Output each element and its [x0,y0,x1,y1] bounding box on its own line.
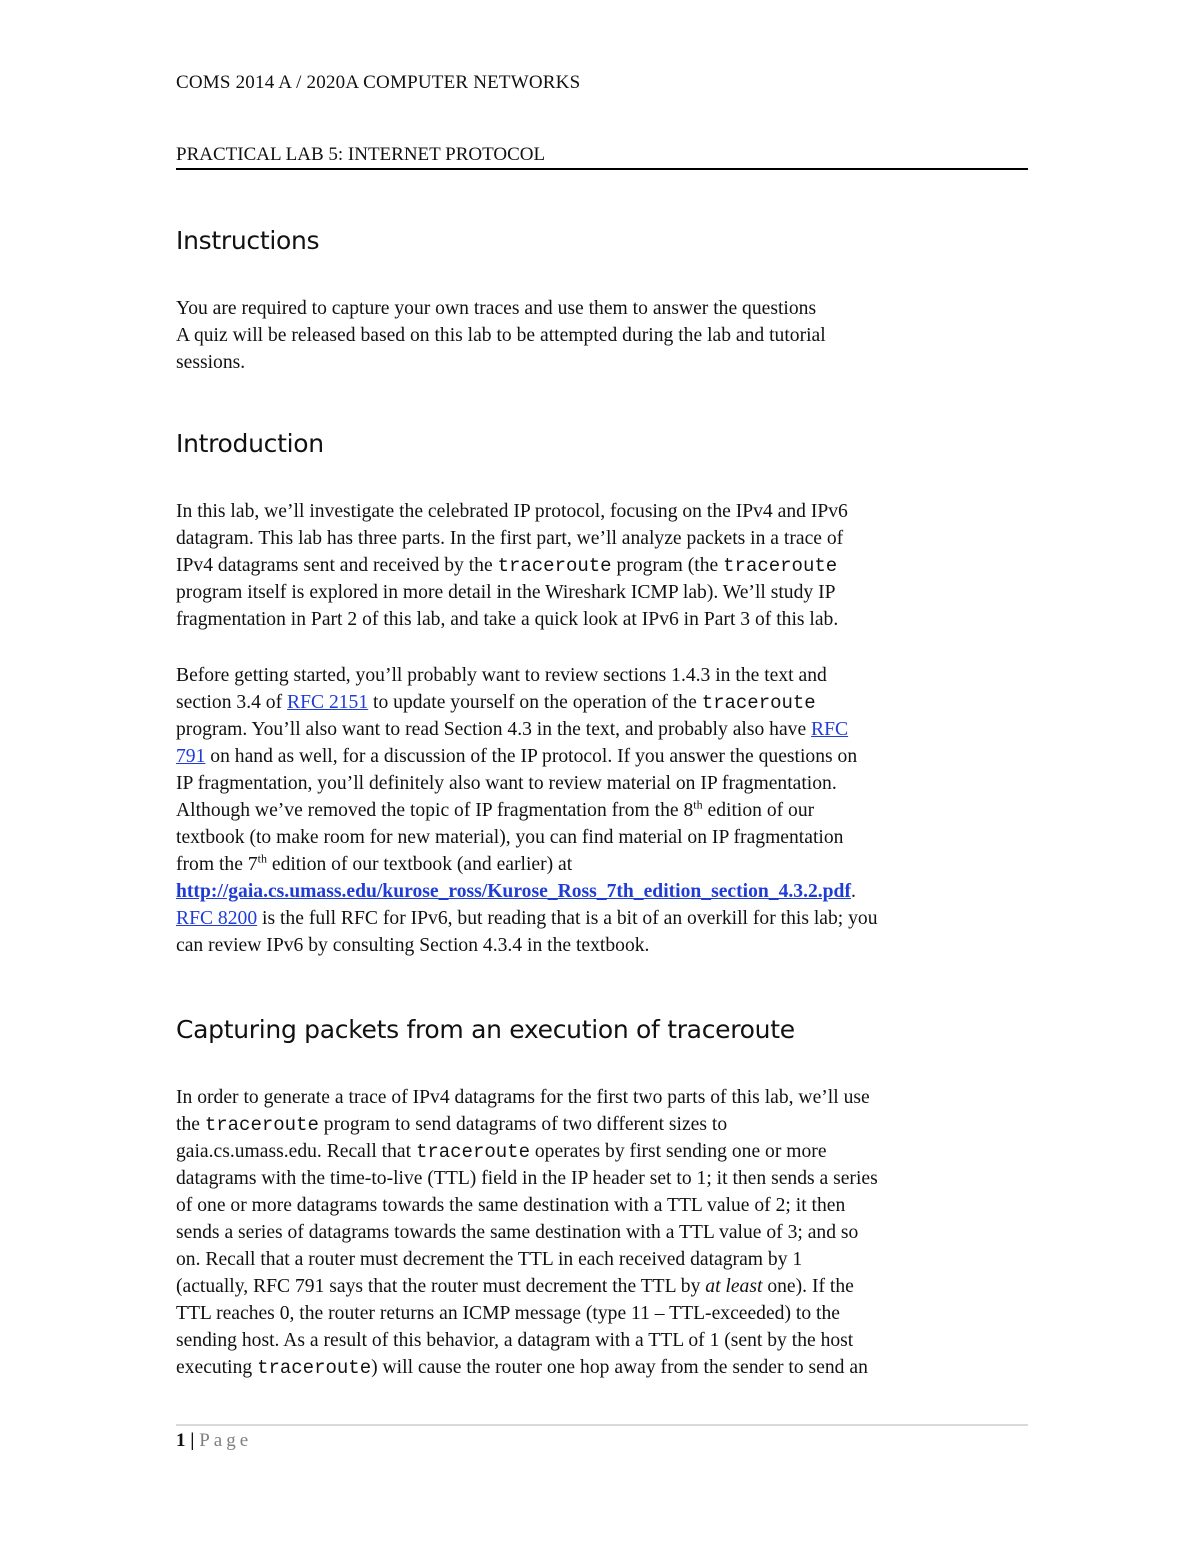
introduction-paragraph-2 [176,662,1036,959]
introduction-paragraph-1 [176,498,1036,633]
text-line: In order to generate a trace of IPv4 datagrams for the first two parts of this lab, we’ll use [176,1087,870,1108]
capturing-heading: Capturing packets from an execution of traceroute [176,1015,795,1044]
text-line: gaia.cs.umass.edu. Recall that traceroute operates by first sending one or more [176,1141,827,1163]
instructions-line: sessions. [176,352,246,373]
rfc-791-link[interactable]: 791 [176,746,206,767]
text-line: datagrams with the time-to-live (TTL) field in the IP header set to 1; it then sends a series [176,1168,878,1189]
code-traceroute: traceroute [723,555,838,577]
capturing-paragraph [176,1084,1036,1381]
course-header: COMS 2014 A / 2020A COMPUTER NETWORKS [176,72,581,93]
lab-title: PRACTICAL LAB 5: INTERNET PROTOCOL [176,144,1028,170]
code-traceroute: traceroute [415,1141,530,1163]
page-number: 1 [176,1430,186,1451]
text-line: sending host. As a result of this behavior, a datagram with a TTL of 1 (sent by the host [176,1330,854,1351]
code-traceroute: traceroute [497,555,612,577]
rfc-8200-link[interactable]: RFC 8200 [176,908,258,929]
text-line: http://gaia.cs.umass.edu/kurose_ross/Kurose_Ross_7th_edition_section_4.3.2.pdf. [176,881,856,902]
page-footer [176,1430,252,1452]
text-line: executing traceroute) will cause the router one hop away from the sender to send an [176,1357,868,1379]
instructions-heading: Instructions [176,226,320,255]
text-line: program itself is explored in more detail in the Wireshark ICMP lab). We’ll study IP [176,582,836,603]
footer-divider [176,1424,1028,1426]
text-line: (actually, RFC 791 says that the router must decrement the TTL by at least one). If the [176,1276,854,1297]
text-line: IP fragmentation, you’ll definitely also want to review material on IP fragmentation. [176,773,837,794]
text-line: 791 on hand as well, for a discussion of the IP protocol. If you answer the questions on [176,746,858,767]
rfc-2151-link[interactable]: RFC 2151 [287,692,369,713]
introduction-heading: Introduction [176,429,324,458]
instructions-paragraph [176,295,1036,376]
text-line: section 3.4 of RFC 2151 to update yourself on the operation of the traceroute [176,692,816,714]
text-line: In this lab, we’ll investigate the celebrated IP protocol, focusing on the IPv4 and IPv6 [176,501,848,522]
text-line: sends a series of datagrams towards the same destination with a TTL value of 3; and so [176,1222,859,1243]
text-line: from the 7th edition of our textbook (and earlier) at [176,851,573,875]
code-traceroute: traceroute [701,692,816,714]
code-traceroute: traceroute [257,1357,372,1379]
text-line: TTL reaches 0, the router returns an ICMP message (type 11 – TTL-exceeded) to the [176,1303,840,1324]
text-line: Before getting started, you’ll probably want to review sections 1.4.3 in the text and [176,665,827,686]
text-line: textbook (to make room for new material), you can find material on IP fragmentation [176,827,844,848]
rfc-791-link[interactable]: RFC [811,719,849,740]
text-line: the traceroute program to send datagrams of two different sizes to [176,1114,728,1136]
text-line: can review IPv6 by consulting Section 4.3.4 in the textbook. [176,935,650,956]
instructions-line: A quiz will be released based on this lab to be attempted during the lab and tutorial [176,325,826,346]
text-line: RFC 8200 is the full RFC for IPv6, but reading that is a bit of an overkill for this lab; you [176,908,878,929]
text-line: fragmentation in Part 2 of this lab, and take a quick look at IPv6 in Part 3 of this lab. [176,609,839,630]
text-line: on. Recall that a router must decrement the TTL in each received datagram by 1 [176,1249,803,1270]
text-line: program. You’ll also want to read Section 4.3 in the text, and probably also have RFC [176,719,849,740]
text-line: of one or more datagrams towards the same destination with a TTL value of 2; it then [176,1195,846,1216]
footer-separator: | [190,1430,195,1451]
instructions-line: You are required to capture your own traces and use them to answer the questions [176,298,817,319]
text-line: Although we’ve removed the topic of IP fragmentation from the 8th edition of our [176,797,815,821]
code-traceroute: traceroute [204,1114,319,1136]
text-line: IPv4 datagrams sent and received by the traceroute program (the traceroute [176,555,838,577]
kurose-ross-pdf-link[interactable]: http://gaia.cs.umass.edu/kurose_ross/Kurose_Ross_7th_edition_section_4.3.2.pdf [176,881,851,902]
text-line: datagram. This lab has three parts. In the first part, we’ll analyze packets in a trace of [176,528,844,549]
page-label: Page [199,1430,253,1451]
